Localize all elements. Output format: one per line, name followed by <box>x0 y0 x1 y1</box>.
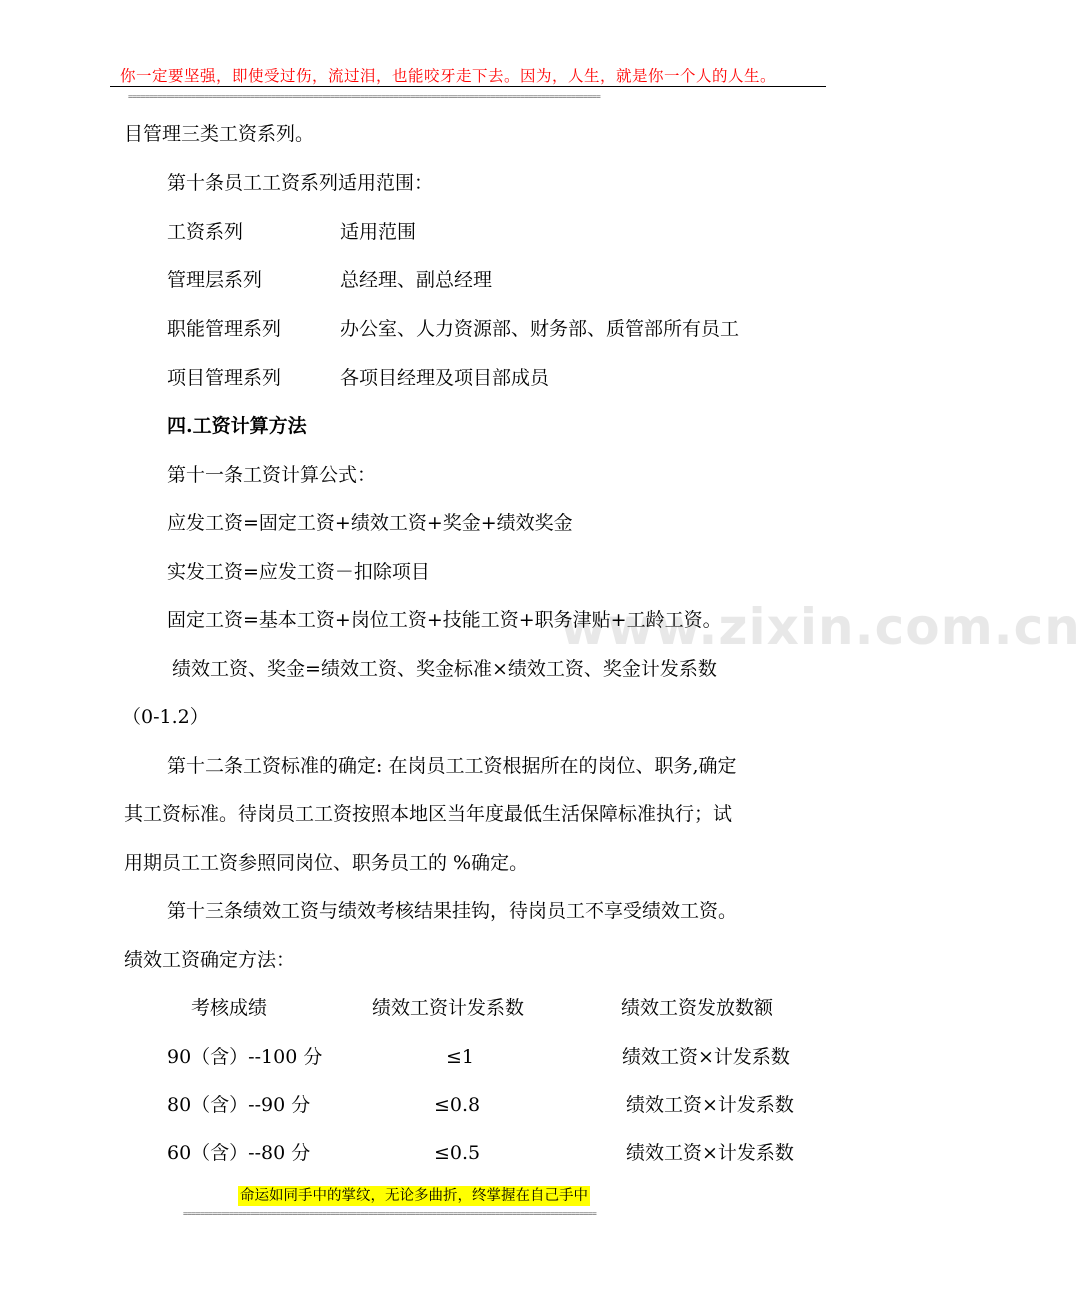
article-12-line: 用期员工工资参照同岗位、职务员工的 %确定。 <box>124 852 529 874</box>
formula-net-pay: 实发工资=应发工资－扣除项目 <box>167 561 430 583</box>
scope-row-series: 项目管理系列 <box>167 367 282 389</box>
article-11: 第十一条工资计算公式： <box>167 464 377 486</box>
perf-row-score: 80（含）--90 分 <box>167 1094 311 1116</box>
scope-row-series: 管理层系列 <box>167 269 263 291</box>
perf-row-score: 90（含）--100 分 <box>167 1046 323 1068</box>
footer-separator: ================================================================================================== <box>183 1209 597 1218</box>
footer-quote: 命运如同手中的掌纹，无论多曲折，终掌握在自己手中 <box>240 1188 588 1204</box>
formula-performance-pay: 绩效工资、奖金=绩效工资、奖金标准×绩效工资、奖金计发系数 <box>166 658 717 680</box>
article-10: 第十条员工工资系列适用范围： <box>167 172 434 194</box>
perf-header-score: 考核成绩 <box>191 997 268 1019</box>
perf-row-amount: 绩效工资×计发系数 <box>626 1142 794 1164</box>
formula-gross-pay: 应发工资=固定工资+绩效工资+奖金+绩效奖金 <box>167 512 573 534</box>
watermark: www.zixin.com.cn <box>560 598 1081 656</box>
continued-line: 目管理三类工资系列。 <box>124 123 315 145</box>
header-divider <box>110 86 826 87</box>
header-separator: ================================================================================================================ <box>128 92 601 101</box>
perf-row-amount: 绩效工资×计发系数 <box>622 1046 790 1068</box>
perf-row-score: 60（含）--80 分 <box>167 1142 311 1164</box>
article-12-line: 第十二条工资标准的确定: 在岗员工工资根据所在的岗位、职务,确定 <box>167 755 737 777</box>
perf-row-coefficient: ≤0.8 <box>434 1094 481 1116</box>
perf-row-amount: 绩效工资×计发系数 <box>626 1094 794 1116</box>
scope-header-series: 工资系列 <box>167 221 244 243</box>
perf-header-coefficient: 绩效工资计发系数 <box>372 997 525 1019</box>
perf-row-coefficient: ≤1 <box>446 1046 475 1068</box>
scope-row-range: 总经理、副总经理 <box>340 269 493 291</box>
formula-fixed-pay: 固定工资=基本工资+岗位工资+技能工资+职务津贴+工龄工资。 <box>167 609 722 631</box>
scope-row-range: 办公室、人力资源部、财务部、质管部所有员工 <box>340 318 740 340</box>
scope-row-series: 职能管理系列 <box>167 318 282 340</box>
perf-row-coefficient: ≤0.5 <box>434 1142 481 1164</box>
section-heading: 四.工资计算方法 <box>167 415 307 437</box>
header-quote: 你一定要坚强，即使受过伤，流过泪，也能咬牙走下去。因为，人生，就是你一个人的人生。 <box>120 67 777 85</box>
scope-header-range: 适用范围 <box>340 221 417 243</box>
article-13-line: 绩效工资确定方法： <box>124 949 296 971</box>
scope-row-range: 各项目经理及项目部成员 <box>340 367 550 389</box>
perf-header-amount: 绩效工资发放数额 <box>621 997 774 1019</box>
article-13-line: 第十三条绩效工资与绩效考核结果挂钩，待岗员工不享受绩效工资。 <box>167 900 738 922</box>
article-12-line: 其工资标准。待岗员工工资按照本地区当年度最低生活保障标准执行；试 <box>124 803 733 825</box>
formula-coefficient-range: （0-1.2） <box>122 706 209 728</box>
